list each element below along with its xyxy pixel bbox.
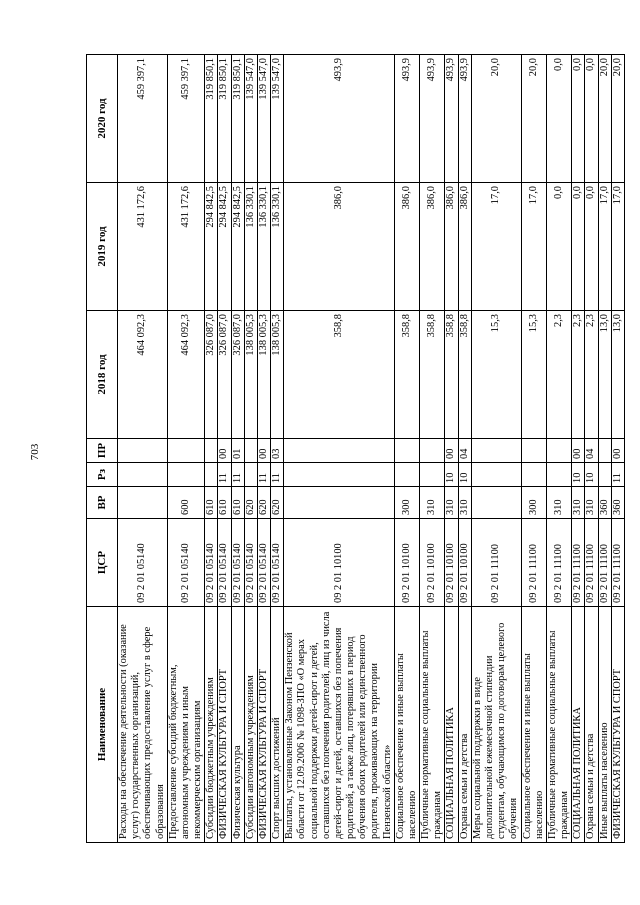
table-row xyxy=(118,55,168,843)
cell-2019: 17,0 xyxy=(611,183,624,311)
cell-pr xyxy=(205,439,218,463)
cell-csr: 09 2 01 10100 xyxy=(284,519,395,607)
table-row xyxy=(394,55,419,843)
cell-2019: 17,0 xyxy=(598,183,611,311)
cell-2019: 294 842,5 xyxy=(205,183,218,311)
cell-pr: 01 xyxy=(231,439,244,463)
cell-vr: 620 xyxy=(244,487,257,519)
cell-2018: 358,8 xyxy=(420,311,445,439)
table-body xyxy=(118,55,625,843)
budget-table-wrapper xyxy=(86,55,640,843)
cell-2020: 493,9 xyxy=(420,55,445,183)
cell-2018: 326 087,0 xyxy=(205,311,218,439)
cell-pr xyxy=(394,439,419,463)
cell-pr: 03 xyxy=(271,439,284,463)
cell-2020: 0,0 xyxy=(572,55,585,183)
cell-name: Меры социальной поддержки в виде дополнительной ежемесячной стипендии студентам, обучающимся по договорам целевого обучения xyxy=(471,607,521,843)
cell-vr: 610 xyxy=(205,487,218,519)
col-header-rz: Рз xyxy=(87,463,118,487)
col-header-name: Наименование xyxy=(87,607,118,843)
cell-2018: 13,0 xyxy=(598,311,611,439)
table-row xyxy=(257,55,270,843)
cell-2018: 138 005,3 xyxy=(271,311,284,439)
cell-2018: 326 087,0 xyxy=(218,311,231,439)
cell-2019: 0,0 xyxy=(546,183,571,311)
cell-vr: 310 xyxy=(458,487,471,519)
cell-rz: 10 xyxy=(458,463,471,487)
cell-2020: 459 397,1 xyxy=(118,55,168,183)
cell-vr xyxy=(284,487,395,519)
cell-vr: 610 xyxy=(218,487,231,519)
cell-2020: 139 547,0 xyxy=(244,55,257,183)
cell-vr xyxy=(471,487,521,519)
cell-name: Публичные нормативные социальные выплаты гражданам xyxy=(546,607,571,843)
cell-rz xyxy=(598,463,611,487)
cell-rz xyxy=(521,463,546,487)
cell-name: Охрана семьи и детства xyxy=(458,607,471,843)
cell-csr: 09 2 01 11100 xyxy=(521,519,546,607)
cell-2018: 138 005,3 xyxy=(257,311,270,439)
cell-rz: 11 xyxy=(611,463,624,487)
cell-name: Выплаты, установленные Законом Пензенской области от 12.09.2006 № 1098-ЗПО «О мерах социальной поддержки детей-сирот и детей, оставшихся без попечения родителей, лиц из числа детей-сирот и детей, оставшихся без попечения родителей, а также лиц, потерявших в период обучения обоих родителей или единственного родителя, проживающих на территории Пензенской области» xyxy=(284,607,395,843)
cell-2018: 464 092,3 xyxy=(118,311,168,439)
table-row xyxy=(598,55,611,843)
col-header-2018: 2018 год xyxy=(87,311,118,439)
cell-2018: 138 005,3 xyxy=(244,311,257,439)
cell-2018: 358,8 xyxy=(284,311,395,439)
col-header-2019: 2019 год xyxy=(87,183,118,311)
cell-vr: 310 xyxy=(445,487,458,519)
cell-pr: 00 xyxy=(572,439,585,463)
cell-rz: 10 xyxy=(585,463,598,487)
cell-csr: 09 2 01 05140 xyxy=(167,519,205,607)
cell-vr: 310 xyxy=(585,487,598,519)
cell-pr: 00 xyxy=(611,439,624,463)
cell-name: Субсидии автономным учреждениям xyxy=(244,607,257,843)
cell-2018: 2,3 xyxy=(572,311,585,439)
cell-2018: 326 087,0 xyxy=(231,311,244,439)
cell-2020: 0,0 xyxy=(585,55,598,183)
cell-pr xyxy=(471,439,521,463)
cell-2018: 13,0 xyxy=(611,311,624,439)
cell-vr: 600 xyxy=(167,487,205,519)
cell-rz xyxy=(205,463,218,487)
cell-csr: 09 2 01 11100 xyxy=(471,519,521,607)
cell-2020: 493,9 xyxy=(458,55,471,183)
cell-csr: 09 2 01 11100 xyxy=(585,519,598,607)
cell-2019: 386,0 xyxy=(420,183,445,311)
cell-vr: 610 xyxy=(231,487,244,519)
cell-2019: 17,0 xyxy=(471,183,521,311)
cell-2019: 294 842,5 xyxy=(218,183,231,311)
cell-csr: 09 2 01 05140 xyxy=(218,519,231,607)
cell-pr xyxy=(244,439,257,463)
cell-rz xyxy=(167,463,205,487)
cell-name: Расходы на обеспечение деятельности (оказание услуг) государственных организаций, обеспечивающих предоставление услуг в сфере образования xyxy=(118,607,168,843)
cell-pr xyxy=(521,439,546,463)
cell-2020: 319 850,1 xyxy=(218,55,231,183)
table-row xyxy=(458,55,471,843)
cell-name: Иные выплаты населению xyxy=(598,607,611,843)
cell-2019: 386,0 xyxy=(284,183,395,311)
cell-pr xyxy=(420,439,445,463)
table-row xyxy=(611,55,624,843)
cell-name: Публичные нормативные социальные выплаты гражданам xyxy=(420,607,445,843)
cell-2018: 358,8 xyxy=(394,311,419,439)
table-row xyxy=(167,55,205,843)
cell-2018: 15,3 xyxy=(521,311,546,439)
cell-vr: 310 xyxy=(546,487,571,519)
cell-2019: 136 330,1 xyxy=(271,183,284,311)
cell-2018: 15,3 xyxy=(471,311,521,439)
cell-name: СОЦИАЛЬНАЯ ПОЛИТИКА xyxy=(445,607,458,843)
cell-2020: 139 547,0 xyxy=(271,55,284,183)
cell-pr: 00 xyxy=(218,439,231,463)
page-number: 703 xyxy=(29,443,41,461)
cell-name: ФИЗИЧЕСКАЯ КУЛЬТУРА И СПОРТ xyxy=(218,607,231,843)
cell-csr: 09 2 01 05140 xyxy=(244,519,257,607)
cell-csr: 09 2 01 05140 xyxy=(257,519,270,607)
table-row xyxy=(284,55,395,843)
cell-2019: 431 172,6 xyxy=(118,183,168,311)
table-row xyxy=(218,55,231,843)
cell-pr xyxy=(598,439,611,463)
cell-pr xyxy=(167,439,205,463)
table-row xyxy=(521,55,546,843)
cell-2020: 493,9 xyxy=(284,55,395,183)
cell-name: Спорт высших достижений xyxy=(271,607,284,843)
cell-vr: 360 xyxy=(611,487,624,519)
table-row xyxy=(471,55,521,843)
cell-csr: 09 2 01 05140 xyxy=(231,519,244,607)
cell-csr: 09 2 01 05140 xyxy=(118,519,168,607)
cell-rz xyxy=(118,463,168,487)
cell-2019: 17,0 xyxy=(521,183,546,311)
cell-2018: 464 092,3 xyxy=(167,311,205,439)
cell-pr xyxy=(284,439,395,463)
col-header-pr: ПР xyxy=(87,439,118,463)
cell-pr: 04 xyxy=(458,439,471,463)
cell-vr: 360 xyxy=(598,487,611,519)
cell-2018: 2,3 xyxy=(585,311,598,439)
cell-rz xyxy=(394,463,419,487)
cell-2020: 319 850,1 xyxy=(231,55,244,183)
cell-pr xyxy=(546,439,571,463)
cell-csr: 09 2 01 11100 xyxy=(598,519,611,607)
cell-pr: 04 xyxy=(585,439,598,463)
cell-csr: 09 2 01 05140 xyxy=(271,519,284,607)
cell-rz xyxy=(284,463,395,487)
cell-rz xyxy=(546,463,571,487)
cell-2020: 20,0 xyxy=(471,55,521,183)
cell-csr: 09 2 01 10100 xyxy=(420,519,445,607)
cell-2018: 358,8 xyxy=(445,311,458,439)
cell-name: ФИЗИЧЕСКАЯ КУЛЬТУРА И СПОРТ xyxy=(257,607,270,843)
cell-2019: 136 330,1 xyxy=(244,183,257,311)
cell-vr xyxy=(118,487,168,519)
cell-pr: 00 xyxy=(445,439,458,463)
cell-pr: 00 xyxy=(257,439,270,463)
cell-vr: 620 xyxy=(257,487,270,519)
cell-name: СОЦИАЛЬНАЯ ПОЛИТИКА xyxy=(572,607,585,843)
cell-2020: 20,0 xyxy=(611,55,624,183)
cell-2018: 2,3 xyxy=(546,311,571,439)
cell-rz: 10 xyxy=(572,463,585,487)
cell-2020: 139 547,0 xyxy=(257,55,270,183)
cell-2019: 431 172,6 xyxy=(167,183,205,311)
header-row xyxy=(87,55,118,843)
cell-2019: 0,0 xyxy=(572,183,585,311)
cell-rz xyxy=(420,463,445,487)
cell-vr: 310 xyxy=(420,487,445,519)
table-row xyxy=(244,55,257,843)
cell-name: Физическая культура xyxy=(231,607,244,843)
cell-name: Социальное обеспечение и иные выплаты населению xyxy=(394,607,419,843)
cell-2019: 386,0 xyxy=(394,183,419,311)
cell-2020: 319 850,1 xyxy=(205,55,218,183)
cell-csr: 09 2 01 10100 xyxy=(458,519,471,607)
cell-rz: 11 xyxy=(257,463,270,487)
cell-vr: 620 xyxy=(271,487,284,519)
cell-2020: 493,9 xyxy=(394,55,419,183)
cell-2019: 386,0 xyxy=(458,183,471,311)
col-header-csr: ЦСР xyxy=(87,519,118,607)
cell-name: Субсидии бюджетным учреждениям xyxy=(205,607,218,843)
cell-csr: 09 2 01 10100 xyxy=(394,519,419,607)
col-header-vr: ВР xyxy=(87,487,118,519)
cell-rz xyxy=(471,463,521,487)
cell-2020: 493,9 xyxy=(445,55,458,183)
cell-2020: 20,0 xyxy=(521,55,546,183)
cell-csr: 09 2 01 11100 xyxy=(546,519,571,607)
cell-name: ФИЗИЧЕСКАЯ КУЛЬТУРА И СПОРТ xyxy=(611,607,624,843)
cell-rz: 11 xyxy=(231,463,244,487)
cell-csr: 09 2 01 11100 xyxy=(611,519,624,607)
cell-vr: 300 xyxy=(394,487,419,519)
table-row xyxy=(205,55,218,843)
cell-2020: 459 397,1 xyxy=(167,55,205,183)
cell-csr: 09 2 01 11100 xyxy=(572,519,585,607)
cell-2019: 136 330,1 xyxy=(257,183,270,311)
cell-2018: 358,8 xyxy=(458,311,471,439)
cell-rz: 10 xyxy=(445,463,458,487)
cell-csr: 09 2 01 10100 xyxy=(445,519,458,607)
cell-2020: 20,0 xyxy=(598,55,611,183)
col-header-2020: 2020 год xyxy=(87,55,118,183)
cell-2019: 0,0 xyxy=(585,183,598,311)
cell-vr: 300 xyxy=(521,487,546,519)
cell-csr: 09 2 01 05140 xyxy=(205,519,218,607)
table-row xyxy=(445,55,458,843)
table-row xyxy=(420,55,445,843)
cell-name: Социальное обеспечение и иные выплаты населению xyxy=(521,607,546,843)
cell-2020: 0,0 xyxy=(546,55,571,183)
table-row xyxy=(585,55,598,843)
budget-table xyxy=(86,54,625,843)
cell-name: Предоставление субсидий бюджетным, автономным учреждениям и иным некоммерческим организациям xyxy=(167,607,205,843)
cell-rz: 11 xyxy=(218,463,231,487)
cell-2019: 294 842,5 xyxy=(231,183,244,311)
table-row xyxy=(546,55,571,843)
table-row xyxy=(271,55,284,843)
table-row xyxy=(231,55,244,843)
cell-rz: 11 xyxy=(271,463,284,487)
cell-rz xyxy=(244,463,257,487)
cell-pr xyxy=(118,439,168,463)
cell-name: Охрана семьи и детства xyxy=(585,607,598,843)
table-row xyxy=(572,55,585,843)
cell-vr: 310 xyxy=(572,487,585,519)
cell-2019: 386,0 xyxy=(445,183,458,311)
